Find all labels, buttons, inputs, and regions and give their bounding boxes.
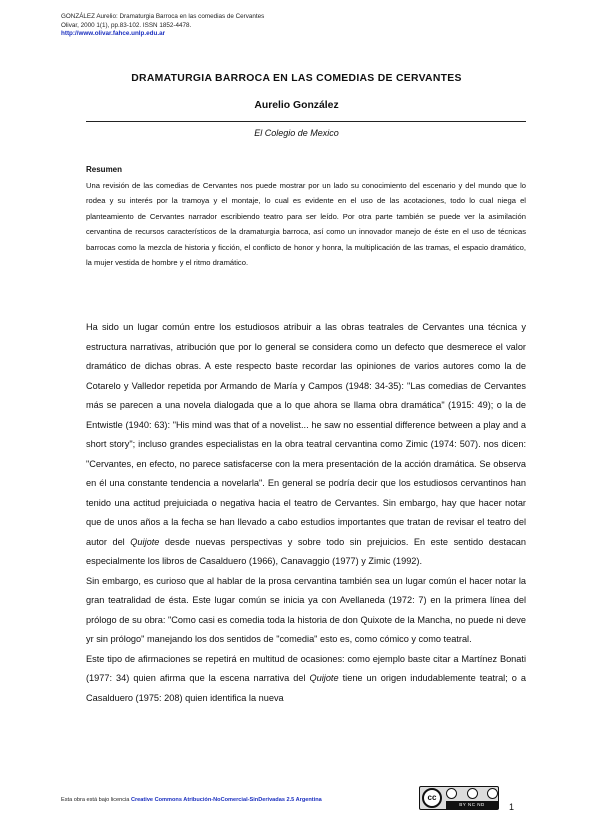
license-link[interactable]: Creative Commons Atribución-NoComercial-SinDerivadas 2.5 Argentina xyxy=(130,797,322,803)
journal-url-link[interactable]: http://www.olivar.fahce.unlp.edu.ar xyxy=(61,30,166,37)
body-paragraph: Ha sido un lugar común entre los estudiosos atribuir a las obras teatrales de Cervantes una técnica y estructura narrativas, atribución que por lo general se considera como un defecto que desmerece el valor dramático de dichas obras. A este respecto baste recordar las opiniones de varios autores como la de Cotarelo y Valledor repetida por Armando de María y Campos (1948: 34-35): "Las comedias de Cervantes más se parecen a una novela dialogada que a lo que ahora se llama obra dramática" (1915: 49); o la de Entwistle (1940: 63): "His mind was that of a novelist... he saw no essential difference between a play and a short story"; incluso grandes especialistas en la obra teatral cervantina como Zimic (1974: 507). nos dicen: "Cervantes, en efecto, no parece satisfacerse con la mera presentación de la acción dramática. Se observa en él una constante tendencia a novelarla". En general se podría decir que los estudiosos cervantinos han tenido una actitud prejuiciada o negativa hacia el teatro de Cervantes. Sin embargo, hay que hacer notar que de unos años a la fecha se han llevado a cabo estudios importantes que tratan de revisar el teatro del autor del Quijote desde nuevas perspectivas y sobre todo sin prejuicios. En este sentido destacan especialmente los libros de Casalduero (1966), Canavaggio (1977) y Zimic (1992). xyxy=(86,322,527,566)
license-notice: Esta obra está bajo licencia Creative Commons Atribución-NoComercial-SinDerivadas 2.5 Argentina xyxy=(61,797,322,803)
abstract-heading: Resumen xyxy=(86,165,123,174)
author-name: Aurelio González xyxy=(254,100,339,111)
attribution-icon xyxy=(446,788,457,799)
citation-line-1: GONZÁLEZ Aurelio: Dramaturgia Barroca en las comedias de Cervantes xyxy=(61,13,265,20)
article-body xyxy=(86,318,526,708)
body-paragraph: Sin embargo, es curioso que al hablar de la prosa cervantina también sea un lugar común el hacer notar la gran teatralidad de ésta. Este lugar común se inicia ya con Avellaneda (1972: 7) en la primera línea del prólogo de su obra: "Como casi es comedia toda la historia de don Quixote de la Mancha, no puede ni deve yr sin prólogo" manejando los dos sentidos de "comedia" esto es, como cómico y como teatral. xyxy=(86,575,526,644)
cc-license-strip: BY NC ND xyxy=(446,801,498,809)
running-header xyxy=(61,13,264,39)
page-number: 1 xyxy=(509,802,515,812)
italic-title: Quijote xyxy=(130,536,160,547)
author-institution: El Colegio de Mexico xyxy=(254,128,339,138)
body-paragraph: Este tipo de afirmaciones se repetirá en multitud de ocasiones: como ejemplo baste citar a Martínez Bonati (1977: 34) quien afirma que la escena narrativa del Quijote tiene un origen indudablemente teatral; o a Casalduero (1975: 208) quien identifica la nueva xyxy=(86,653,527,703)
citation-line-2: Olivar, 2000 1(1), pp.83-102. ISSN 1852-4478. xyxy=(61,21,192,29)
noncommercial-icon xyxy=(467,788,478,799)
noderivatives-icon xyxy=(487,788,498,799)
abstract-text: Una revisión de las comedias de Cervantes nos puede mostrar por un lado su conocimiento del escenario y del mundo que lo rodea y su interés por la tramoya y el montaje, lo cual es evidente en el uso de las acotaciones, todo lo cual niega el planteamiento de Cervantes narrador escribiendo teatro para ser leído. Por otra parte también se puede ver la asimilación cervantina de recursos característicos de la dramaturgia barroca, así como un innovador manejo de éste en el uso de técnicas barrocas como la mezcla de historia y ficción, el conflicto de honor y honra, la multiplicación de las tramas, el espacio dramático, la mujer vestida de hombre y el ritmo dramático. xyxy=(86,181,526,268)
italic-title: Quijote xyxy=(309,673,339,683)
creative-commons-badge-icon[interactable] xyxy=(419,786,499,810)
title-divider xyxy=(86,121,526,122)
article-title: DRAMATURGIA BARROCA EN LAS COMEDIAS DE CERVANTES xyxy=(131,73,462,84)
cc-logo-icon: cc xyxy=(422,788,442,808)
